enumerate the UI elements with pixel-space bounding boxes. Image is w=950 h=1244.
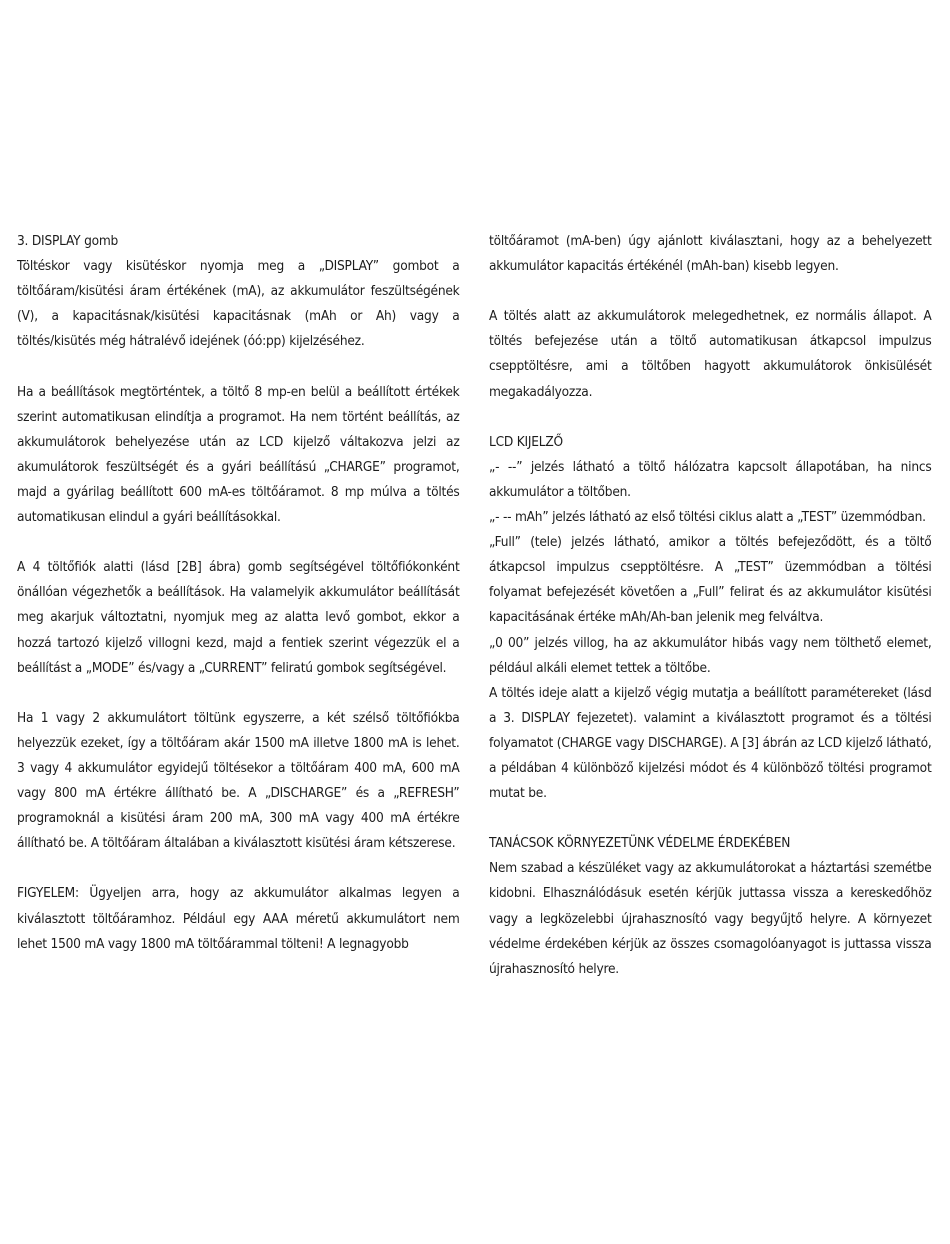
environment-text: Nem szabad a készüléket vagy az akkumulátorokat a háztartási szemétbe kidobni. Elhasználódásuk esetén kérjük juttassa vissza a kereskedőhöz vagy a legközelebbi újrahasznosító vagy begyűjtő helyre. A környezet védelme érdekében kérjük az összes csomagolóanyagot is juttassa vissza újrahasznosító helyre.	[489, 861, 932, 977]
lcd-item-test-cycle: „- -- mAh” jelzés látható az első töltési ciklus alatt a „TEST” üzemmódban.	[489, 510, 926, 526]
environment-heading: TANÁCSOK KÖRNYEZETÜNK VÉDELME ÉRDEKÉBEN	[489, 836, 791, 852]
charging-bays-paragraph: A 4 töltőfiók alatti (lásd [2B] ábra) gomb segítségével töltőfiókonként önállóan végezhetők a beállítások. Ha valamelyik akkumulátor beállítását meg akarjuk változtatni, nyomjuk meg az alatta levő gombot, ekkor a hozzá tartozó kijelző villogni kezd, majd a fentiek szerint végezzük el a beállítást a „MODE” és/vagy a „CURRENT” feliratú gombok segítségével.	[17, 560, 460, 676]
right-column	[489, 229, 932, 982]
display-button-text: Töltéskor vagy kisütéskor nyomja meg a „DISPLAY” gombot a töltőáram/kisütési áram értékének (mA), az akkumulátor feszültségének (V), a kapacitásnak/kisütési kapacitásnak (mAh or Ah) vagy a töltés/kisütés még hátralévő idejének (óó:pp) kijelzéséhez.	[17, 259, 460, 350]
lcd-item-parameters: A töltés ideje alatt a kijelző végig mutatja a beállított paramétereket (lásd a 3. DISPLAY fejezetet). valamint a kiválasztott programot és a töltési folyamatot (CHARGE vagy DISCHARGE). A [3] ábrán az LCD kijelző látható, a példában 4 különböző kijelzési módot és 4 különböző töltési programot mutat be.	[489, 685, 932, 802]
left-column	[17, 229, 460, 957]
heating-paragraph: A töltés alatt az akkumulátorok melegedhetnek, ez normális állapot. A töltés befejezése után a töltő automatikusan átkapcsol impulzus csepptöltésre, ami a töltőben hagyott akkumulátorok önkisülését megakadályozza.	[489, 309, 932, 400]
settings-paragraph: Ha a beállítások megtörténtek, a töltő 8 mp-en belül a beállított értékek szerint automatikusan elindítja a programot. Ha nem történt beállítás, az akkumulátorok behelyezése után az LCD kijelző váltakozva jelzi az akumulátorok feszültségét és a gyári beállítású „CHARGE” programot, majd a gyárilag beállított 600 mA-es töltőáramot. 8 mp múlva a töltés automatikusan elindul a gyári beállításokkal.	[17, 384, 460, 526]
lcd-item-full: „Full” (tele) jelzés látható, amikor a töltés befejeződött, és a töltő átkapcsol impulzus csepptöltésre. A „TEST” üzemmódban a töltési folyamat befejezését követően a „Full” felirat és az akkumulátor kisütési kapacitásának értéke mAh/Ah-ban jelenik meg felváltva.	[489, 535, 932, 626]
warning-paragraph: FIGYELEM: Ügyeljen arra, hogy az akkumulátor alkalmas legyen a kiválasztott töltőáramhoz. Például egy AAA méretű akkumulátort nem lehet 1500 mA vagy 1800 mA töltőárammal tölteni! A legnagyobb	[17, 886, 460, 952]
lcd-item-faulty: „0 00” jelzés villog, ha az akkumulátor hibás vagy nem tölthető elemet, például alkáli elemet tettek a töltőbe.	[489, 635, 932, 676]
lcd-display-heading: LCD KIJELZŐ	[489, 434, 563, 450]
lcd-item-no-battery: „- --” jelzés látható a töltő hálózatra kapcsolt állapotában, ha nincs akkumulátor a töltőben.	[489, 459, 932, 500]
charging-current-paragraph: Ha 1 vagy 2 akkumulátort töltünk egyszerre, a két szélső töltőfiókba helyezzük ezeket, így a töltőáram akár 1500 mA illetve 1800 mA is lehet. 3 vagy 4 akkumulátor egyidejű töltésekor a töltőáram 400 mA, 600 mA vagy 800 mA értékre állítható be. A „DISCHARGE” és a „REFRESH” programoknál a kisütési áram 200 mA, 300 mA vagy 400 mA értékre állítható be. A töltőáram általában a kiválasztott kisütési áram kétszerese.	[17, 710, 460, 852]
display-button-heading: 3. DISPLAY gomb	[17, 234, 119, 249]
current-selection-paragraph: töltőáramot (mA-ben) úgy ajánlott kiválasztani, hogy az a behelyezett akkumulátor kapacitás értékénél (mAh-ban) kisebb legyen.	[489, 234, 932, 275]
